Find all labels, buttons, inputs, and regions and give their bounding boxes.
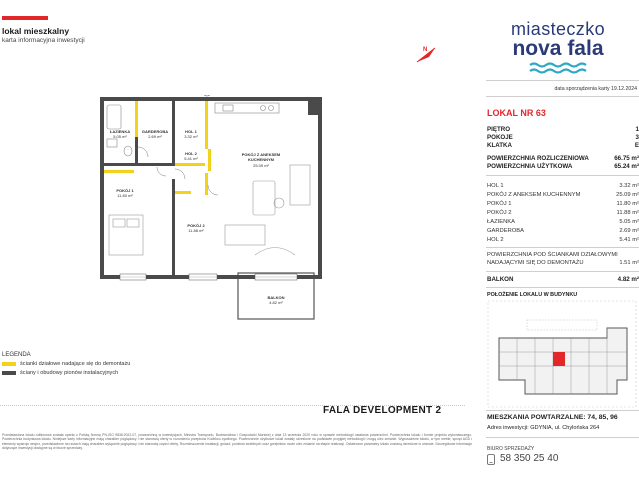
partition-value: 1.51 m² — [619, 260, 639, 266]
label-hol2: HOL 2 — [185, 151, 197, 156]
brand-footer-text: FALA DEVELOPMENT — [323, 405, 433, 416]
room-name: GARDEROBA — [487, 228, 525, 234]
legend-item — [2, 370, 118, 376]
divider — [486, 287, 639, 288]
room-name: HOL 1 — [487, 183, 504, 189]
brand-footer — [323, 405, 441, 416]
logo-waves-icon — [528, 61, 588, 75]
info-row-pokoje — [487, 134, 639, 141]
label-pokoj-aneks-1: POKÓJ Z ANEKSEM — [241, 152, 281, 157]
sales-phone[interactable]: 58 350 25 40 — [500, 453, 559, 464]
label-pokoj1: POKÓJ 1 — [116, 188, 134, 193]
info-row-klatka — [487, 142, 639, 149]
pokoje-label: POKOJE — [487, 134, 513, 141]
legend-title: LEGENDA — [2, 352, 31, 358]
pow-rozl-value: 66.75 m² — [614, 155, 639, 162]
brand-footer-number: 2 — [435, 405, 442, 416]
klatka-value: E — [634, 142, 639, 149]
room-area: 5.05 m² — [619, 219, 639, 225]
svg-text:N: N — [423, 47, 428, 53]
kitchen-counter — [215, 103, 279, 113]
repeating-apartments: MIESZKANIA POWTARZALNE: 74, 85, 96 — [487, 414, 618, 421]
divider — [486, 80, 639, 81]
investment-address: Adres inwestycji: GDYNIA, ul. Chylońska 264 — [487, 425, 600, 431]
bed-room-1 — [109, 215, 143, 255]
highlighted-unit — [553, 352, 565, 366]
header-accent-bar — [2, 16, 48, 20]
room-name: POKÓJ 1 — [487, 201, 512, 207]
demountable-partitions — [104, 101, 211, 195]
label-garderoba: GARDEROBA — [141, 129, 169, 134]
legend-item — [2, 361, 130, 367]
divider — [486, 410, 639, 411]
north-arrow-icon — [415, 42, 437, 64]
divider — [486, 175, 639, 176]
room-row — [487, 192, 639, 198]
room-area: 25.09 m² — [616, 192, 639, 198]
info-row-pietro — [487, 126, 639, 133]
living-room-furniture — [225, 165, 310, 255]
legend-swatch-yellow — [2, 362, 16, 366]
room-row — [487, 210, 639, 216]
info-row-balkon — [487, 276, 639, 283]
room-area: 2.69 m² — [619, 228, 639, 234]
partition-row-1 — [487, 252, 639, 258]
label-hol1: HOL 1 — [185, 129, 197, 134]
label-hol2-area: 5.41 m² — [184, 156, 198, 161]
label-pokoj2: POKÓJ 2 — [187, 223, 205, 228]
room-name: HOL 2 — [487, 237, 504, 243]
legal-disclaimer: Przedstawiona lokalu odbiorowa została oparta o Polską Normę PN-ISO 9836:2022-07, powszechną w inwestycjach, Ministra Transportu, Budownictwa i Gospodarki Morskiej z dnia 13 września 2020 roku w sprawie metodologii ustalania powierzchni. Powierzchnia lokalu i formie projektu wykonawczego. Powierzchnia budynkowa lokalu. Niniejsze karty informacyjne mają charakter poglądowy i nie stanowią oferty w rozumieniu przepisów Kodeksu cywilnego. Powierzchnie użytkowe lokali zostały określone na podstawie przyjętej metodologii i mogą ulec zmianie. Wyposażenie lokalu, w tym meble, sprzęt AGD i elementy wystroju wnętrz, przedstawione na rzutach mają charakter wyłącznie poglądowy i nie stanowią części oferty. Rozmieszczenie instalacji, gniazd, punktów świetlnych oraz grzejników może ulec zmianie na etapie realizacji. Ostateczne parametry lokalu zostaną określone w umowie. Szczegółowe informacje dotyczące inwestycji dostępne są w biurze sprzedaży. — [2, 433, 472, 450]
entrance-marker — [202, 95, 212, 96]
label-hol1-area: 3.32 m² — [184, 134, 198, 139]
legend-label: ściany i obudowy pionów instalacyjnych — [20, 370, 119, 376]
room-row — [487, 237, 639, 243]
label-pokoj-aneks-2: KUCHENNYM — [248, 157, 274, 162]
label-balkon: BALKON — [267, 295, 285, 300]
building-position-map — [487, 300, 637, 410]
pietro-label: PIĘTRO — [487, 126, 511, 133]
pokoje-value: 3 — [635, 134, 639, 141]
label-pokoj-aneks-area: 25.09 m² — [253, 163, 269, 168]
info-row-pow-uzyt — [487, 163, 639, 170]
room-area: 3.32 m² — [619, 183, 639, 189]
label-lazienka-area: 5.05 m² — [113, 134, 127, 139]
label-balkon-area: 4.82 m² — [269, 300, 283, 305]
pow-rozl-label: POWIERZCHNIA ROZLICZENIOWA — [487, 155, 589, 162]
floor-plan — [95, 95, 335, 320]
room-name: POKÓJ 2 — [487, 210, 512, 216]
room-area: 11.88 m² — [616, 210, 639, 216]
balkon-label: BALKON — [487, 276, 514, 283]
partition-row-2 — [487, 260, 639, 266]
position-title: POŁOŻENIE LOKALU W BUDYNKU — [487, 292, 578, 298]
klatka-label: KLATKA — [487, 142, 512, 149]
sales-office-label: BIURO SPRZEDAŻY — [487, 446, 535, 452]
divider — [486, 271, 639, 272]
partition-label-2: NADAJĄCYMI SIĘ DO DEMONTAŻU — [487, 260, 584, 266]
room-row — [487, 201, 639, 207]
room-area: 11.80 m² — [616, 201, 639, 207]
label-pokoj2-area: 11.88 m² — [188, 228, 204, 233]
phone-icon — [487, 454, 495, 465]
label-pokoj1-area: 11.80 m² — [117, 193, 133, 198]
pietro-value: 1 — [635, 126, 639, 133]
room-area: 5.41 m² — [619, 237, 639, 243]
room-name: ŁAZIENKA — [487, 219, 516, 225]
lokal-number: LOKAL NR 63 — [487, 108, 546, 118]
divider — [486, 247, 639, 248]
legend-label: ścianki działowe nadające się do demontażu — [20, 361, 131, 367]
legend-swatch-dark — [2, 371, 16, 375]
room-row — [487, 228, 639, 234]
room-row — [487, 219, 639, 225]
logo-line-2: nova fala — [512, 37, 604, 60]
label-lazienka: ŁAZIENKA — [109, 129, 131, 134]
pow-uzyt-value: 65.24 m² — [614, 163, 639, 170]
logo — [488, 20, 628, 75]
balkon-value: 4.82 m² — [617, 276, 639, 283]
divider — [486, 437, 639, 438]
partition-label-1: POWIERZCHNIA POD ŚCIANKAMI DZIAŁOWYMI — [487, 252, 618, 258]
document-title: lokal mieszkalny — [2, 26, 70, 36]
document-subtitle: karta informacyjna inwestycji — [2, 37, 85, 44]
room-name: POKÓJ Z ANEKSEM KUCHENNYM — [487, 192, 581, 198]
prepared-date: data sporządzenia karty 19.12.2024 — [554, 86, 637, 92]
label-garderoba-area: 2.69 m² — [148, 134, 162, 139]
divider — [486, 96, 639, 97]
info-row-pow-rozl — [487, 155, 639, 162]
pow-uzyt-label: POWIERZCHNIA UŻYTKOWA — [487, 163, 573, 170]
room-row — [487, 183, 639, 189]
logo-line-1: miasteczko — [510, 19, 606, 39]
